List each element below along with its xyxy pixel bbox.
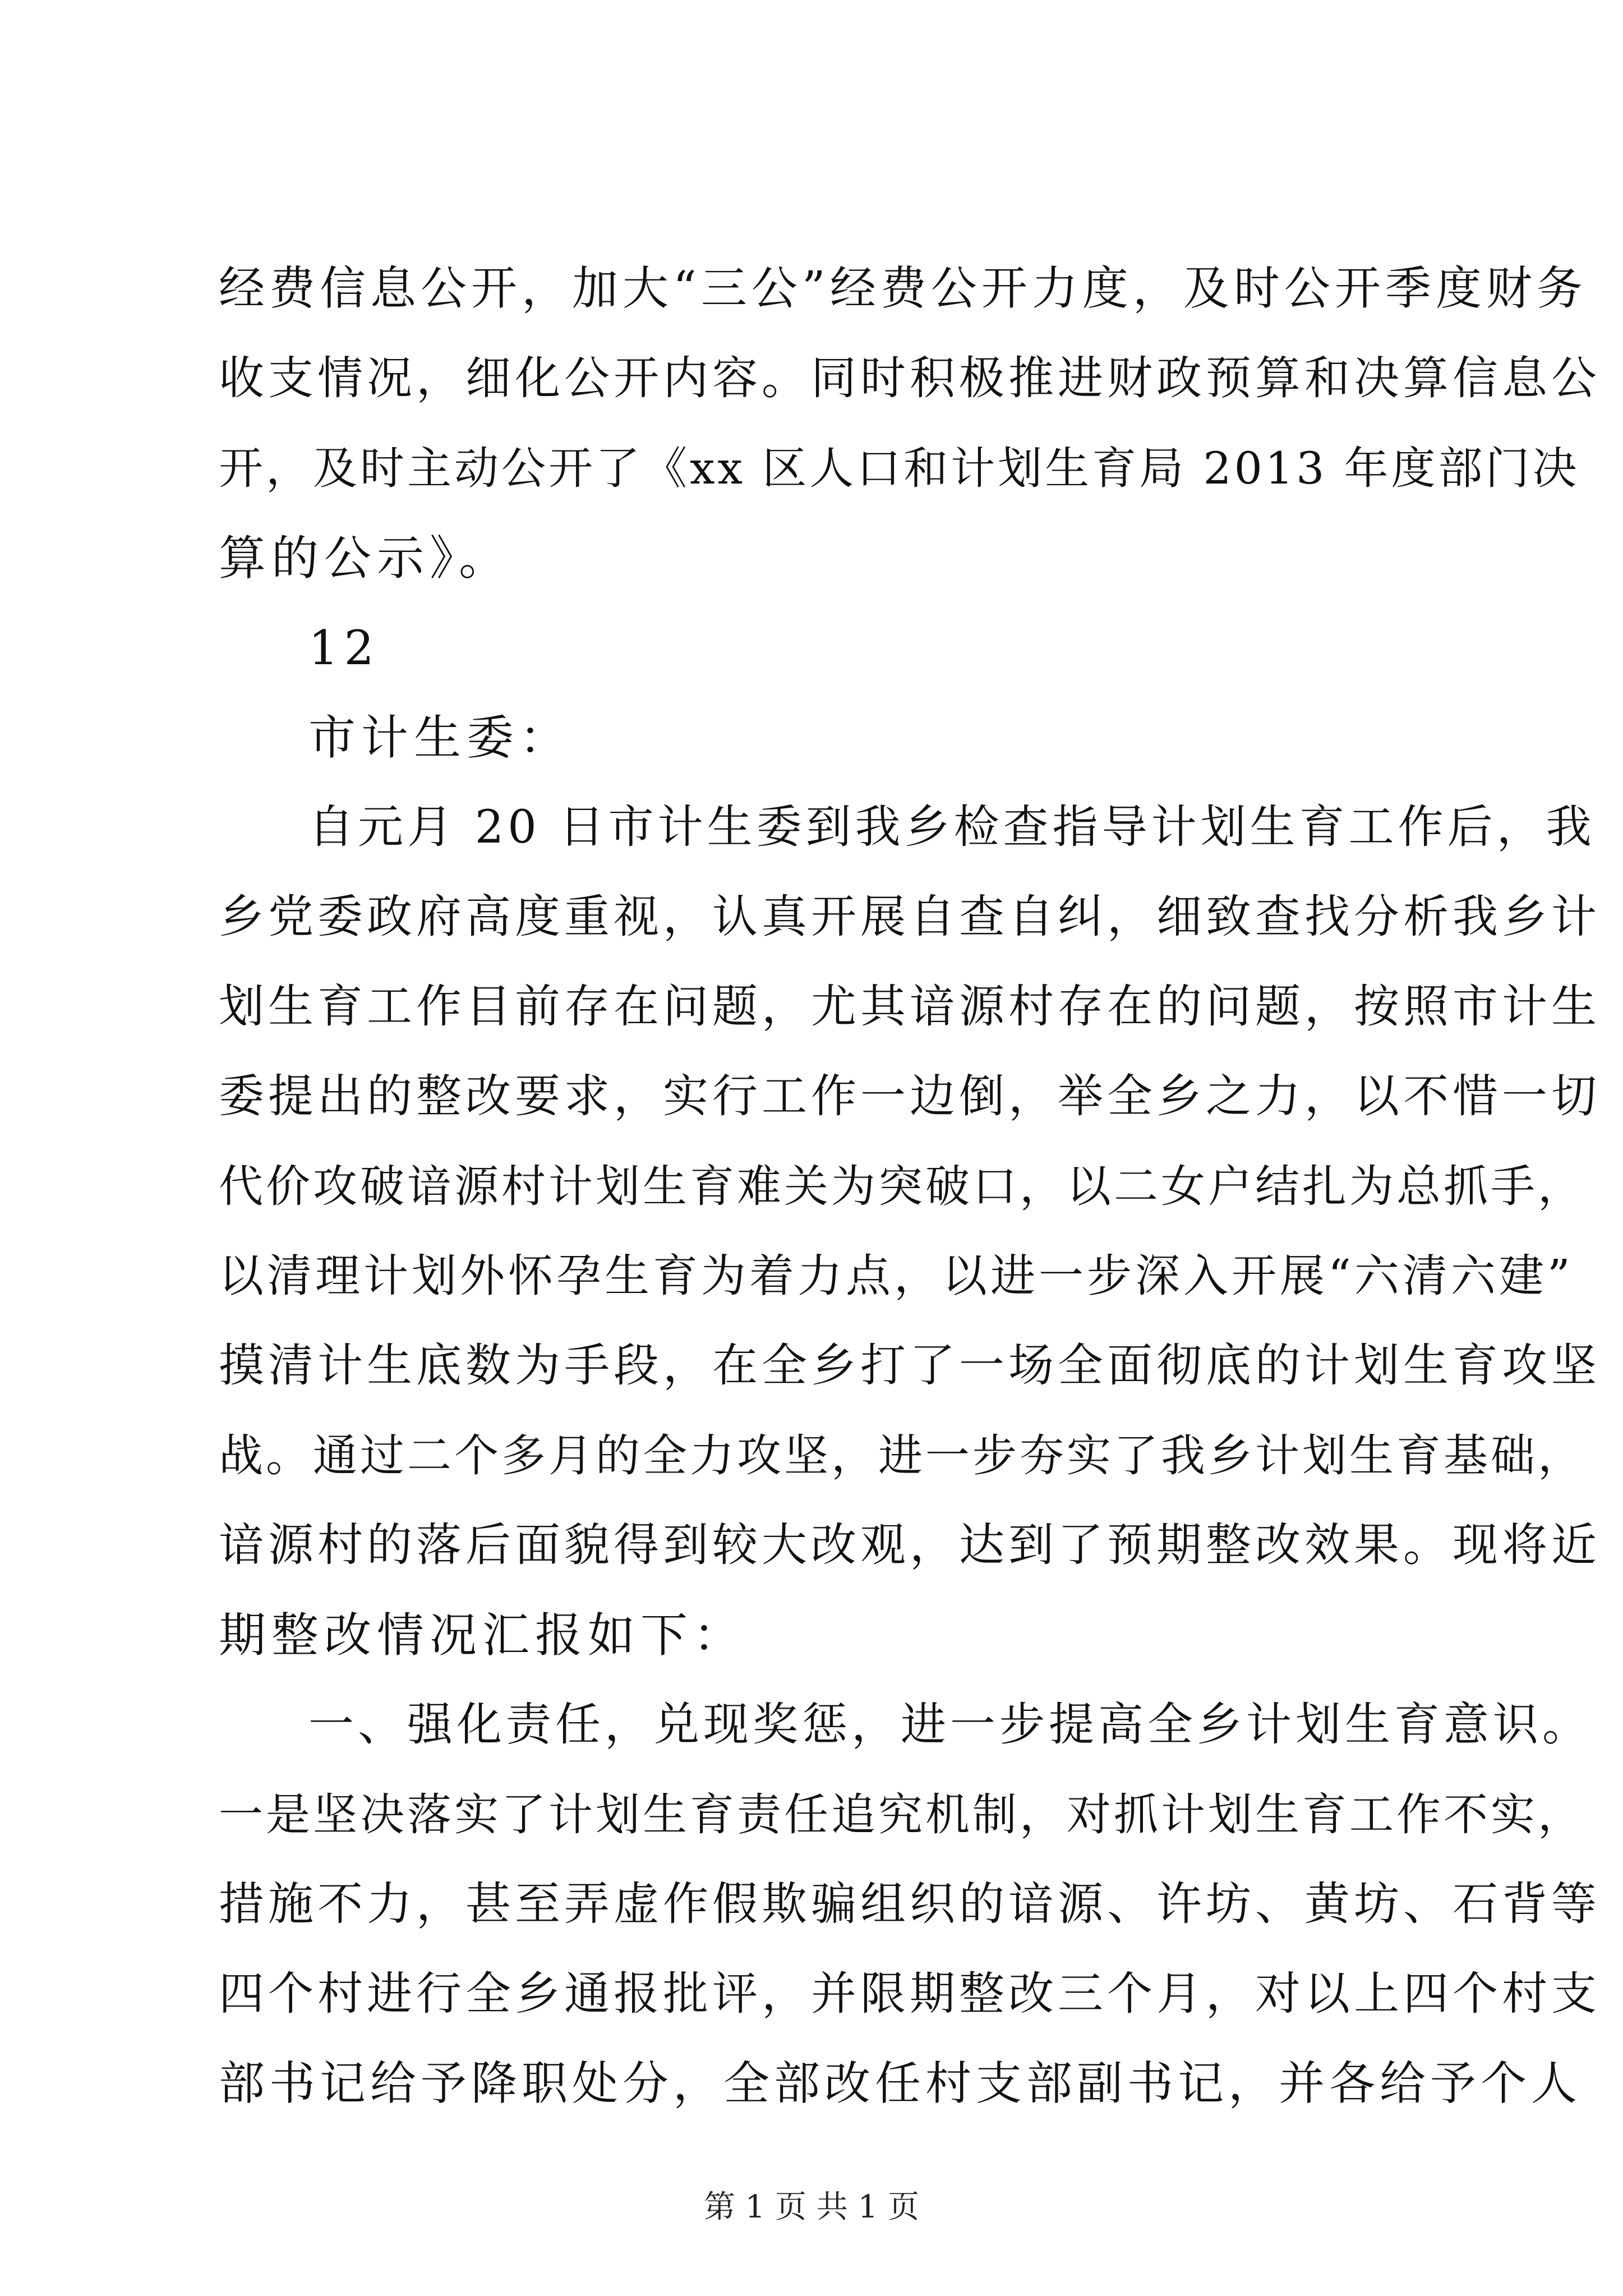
text-line: 经费信息公开，加大“三公”经费公开力度，及时公开季度财务 <box>219 262 1587 315</box>
salutation: 市计生委： <box>308 710 573 765</box>
text-line: 四个村进行全乡通报批评，并限期整改三个月，对以上四个村支 <box>219 1968 1601 2021</box>
text-line: 代价攻破谙源村计划生育难关为突破口，以二女户结扎为总抓手， <box>219 1161 1585 1212</box>
text-line: 谙源村的落后面貌得到较大改观，达到了预期整改效果。现将近 <box>219 1519 1601 1572</box>
text-line: 战。通过二个多月的全力攻坚，进一步夯实了我乡计划生育基础， <box>219 1430 1585 1481</box>
text-line: 自元月 20 日市计生委到我乡检查指导计划生育工作后，我 <box>308 801 1596 854</box>
text-line: 以清理计划外怀孕生育为着力点，以进一步深入开展“六清六建” <box>219 1250 1574 1302</box>
text-line: 乡党委政府高度重视，认真开展自查自纠，细致查找分析我乡计 <box>219 891 1601 944</box>
text-line: 一是坚决落实了计划生育责任追究机制，对抓计划生育工作不实， <box>219 1789 1585 1841</box>
text-line: 开，及时主动公开了《xx 区人口和计划生育局 2013 年度部门决 <box>219 443 1580 494</box>
text-line: 摸清计生底数为手段，在全乡打了一场全面彻底的计划生育攻坚 <box>219 1340 1601 1392</box>
text-line: 12 <box>308 620 380 675</box>
text-line: 算的公示》。 <box>219 531 512 586</box>
text-line: 收支情况，细化公开内容。同时积极推进财政预算和决算信息公 <box>219 352 1601 405</box>
text-line: 措施不力，甚至弄虚作假欺骗组织的谙源、许坊、黄坊、石背等 <box>219 1878 1601 1931</box>
page-footer: 第 1 页 共 1 页 <box>703 2189 920 2225</box>
text-line: 期整改情况汇报如下： <box>219 1608 746 1663</box>
text-line: 部书记给予降职处分，全部改任村支部副书记，并各给予个人 <box>219 2057 1582 2110</box>
text-line: 划生育工作目前存在问题，尤其谙源村存在的问题，按照市计生 <box>219 981 1601 1033</box>
section-heading: 一、强化责任，兑现奖惩，进一步提高全乡计划生育意识。 <box>308 1699 1592 1751</box>
text-line: 委提出的整改要求，实行工作一边倒，举全乡之力，以不惜一切 <box>219 1070 1601 1123</box>
